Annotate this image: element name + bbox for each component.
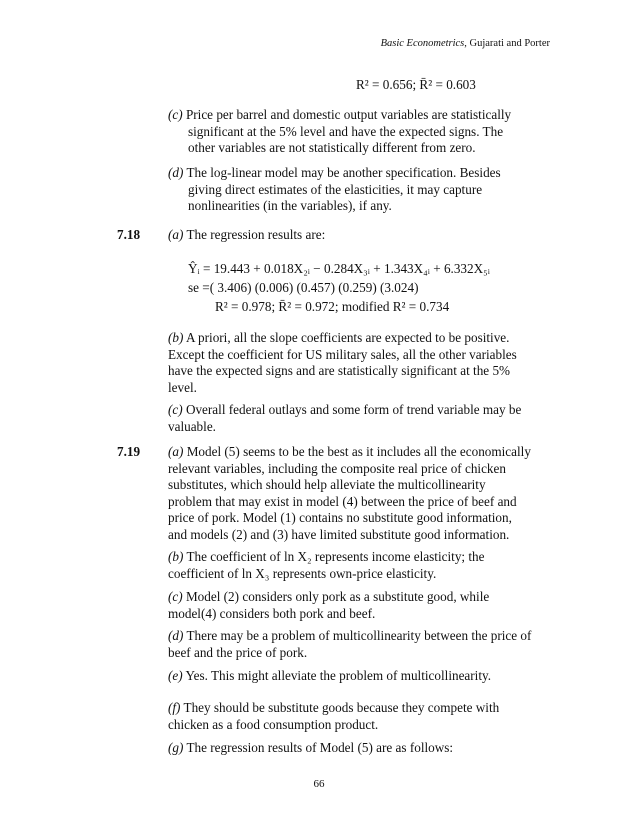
text-line: coefficient of ln X₃ represents own-price elasticity. bbox=[168, 565, 437, 581]
fit-statistics: R² = 0.978; R̄² = 0.972; modified R² = 0.734 bbox=[215, 299, 450, 314]
text-line: problem that may exist in model (4) between the price of beef and bbox=[168, 493, 517, 509]
r-squared: R² = 0.656; bbox=[356, 77, 417, 92]
standard-errors: se =( 3.406) (0.006) (0.457) (0.259) (3.024) bbox=[188, 280, 419, 295]
book-authors: , Gujarati and Porter bbox=[464, 38, 550, 49]
q718-part-a bbox=[168, 227, 540, 244]
text-line: giving direct estimates of the elasticities, it may capture bbox=[188, 181, 483, 197]
book-title: Basic Econometrics bbox=[380, 38, 465, 49]
text-line: nonlinearities (in the variables), if any. bbox=[188, 198, 392, 213]
q719-part-g bbox=[168, 740, 540, 757]
part-label: (b) bbox=[168, 549, 184, 564]
adjusted-r-squared: R̄² = 0.603 bbox=[419, 77, 476, 92]
part-label: (e) bbox=[168, 668, 183, 683]
text-line: Overall federal outlays and some form of trend variable may be bbox=[182, 402, 522, 417]
text-line: Model (5) seems to be the best as it includes all the economically bbox=[183, 444, 531, 459]
part-label: (f) bbox=[168, 700, 181, 715]
text-line: and models (2) and (3) have limited substitute good information. bbox=[168, 526, 510, 542]
text-line: model(4) considers both pork and beef. bbox=[168, 605, 376, 621]
q719-part-a bbox=[168, 444, 540, 543]
text-line: other variables are not statistically different from zero. bbox=[188, 140, 476, 155]
text-line: They should be substitute goods because they compete with bbox=[180, 700, 500, 715]
q718-part-c bbox=[168, 402, 540, 435]
q719-part-d bbox=[168, 628, 540, 661]
part-label: (a) bbox=[168, 444, 184, 459]
part-label: (g) bbox=[168, 740, 184, 755]
text-line: relevant variables, including the composite real price of chicken bbox=[168, 460, 506, 476]
part-label: (c) bbox=[168, 402, 183, 417]
text-line: The log-linear model may be another specification. Besides bbox=[186, 165, 501, 180]
part-label: (a) bbox=[168, 227, 184, 242]
text-line: price of pork. Model (1) contains no substitute good information, bbox=[168, 510, 512, 525]
page-number: 66 bbox=[313, 778, 325, 790]
text-line: valuable. bbox=[168, 418, 216, 434]
text-line: Except the coefficient for US military sales, all the other variables bbox=[168, 346, 517, 362]
text-line: substitutes, which should help alleviate the multicollinearity bbox=[168, 477, 486, 492]
text-line: Model (2) considers only pork as a substitute good, while bbox=[182, 589, 490, 604]
text-line: have the expected signs and are statistically significant at the 5% bbox=[168, 363, 511, 378]
question-number: 7.18 bbox=[117, 227, 141, 242]
text-line: There may be a problem of multicollinearity between the price of bbox=[183, 628, 532, 643]
q719-part-b bbox=[168, 549, 540, 582]
text-line: significant at the 5% level and have the expected signs. The bbox=[188, 123, 504, 139]
regression-equation: Ŷᵢ = 19.443 + 0.018X₂ᵢ − 0.284X₃ᵢ + 1.343X₄ᵢ + 6.332X₅ᵢ bbox=[188, 261, 490, 276]
q719-part-c bbox=[168, 589, 540, 622]
q718-part-b bbox=[168, 330, 540, 396]
text-line: A priori, all the slope coefficients are expected to be positive. bbox=[183, 330, 510, 345]
text-line: The regression results of Model (5) are as follows: bbox=[183, 740, 454, 755]
text-line: The coefficient of ln X₂ represents income elasticity; the bbox=[183, 549, 485, 564]
part-c-answer bbox=[168, 107, 540, 157]
text-line: chicken as a food consumption product. bbox=[168, 716, 379, 732]
text-line: level. bbox=[168, 379, 197, 395]
part-label: (d) bbox=[168, 165, 184, 180]
text-line: The regression results are: bbox=[183, 227, 326, 242]
text-line: Price per barrel and domestic output variables are statistically bbox=[185, 107, 512, 122]
part-label: (d) bbox=[168, 628, 184, 643]
question-number: 7.19 bbox=[117, 444, 141, 459]
part-label: (c) bbox=[168, 107, 183, 122]
text-line: beef and the price of pork. bbox=[168, 644, 308, 660]
part-d-answer bbox=[168, 165, 540, 215]
q719-part-f bbox=[168, 700, 540, 733]
text-line: Yes. This might alleviate the problem of multicollinearity. bbox=[182, 668, 492, 683]
r-squared-equation bbox=[356, 77, 476, 94]
part-label: (c) bbox=[168, 589, 183, 604]
q719-part-e bbox=[168, 668, 540, 685]
running-header bbox=[381, 38, 550, 49]
part-label: (b) bbox=[168, 330, 184, 345]
